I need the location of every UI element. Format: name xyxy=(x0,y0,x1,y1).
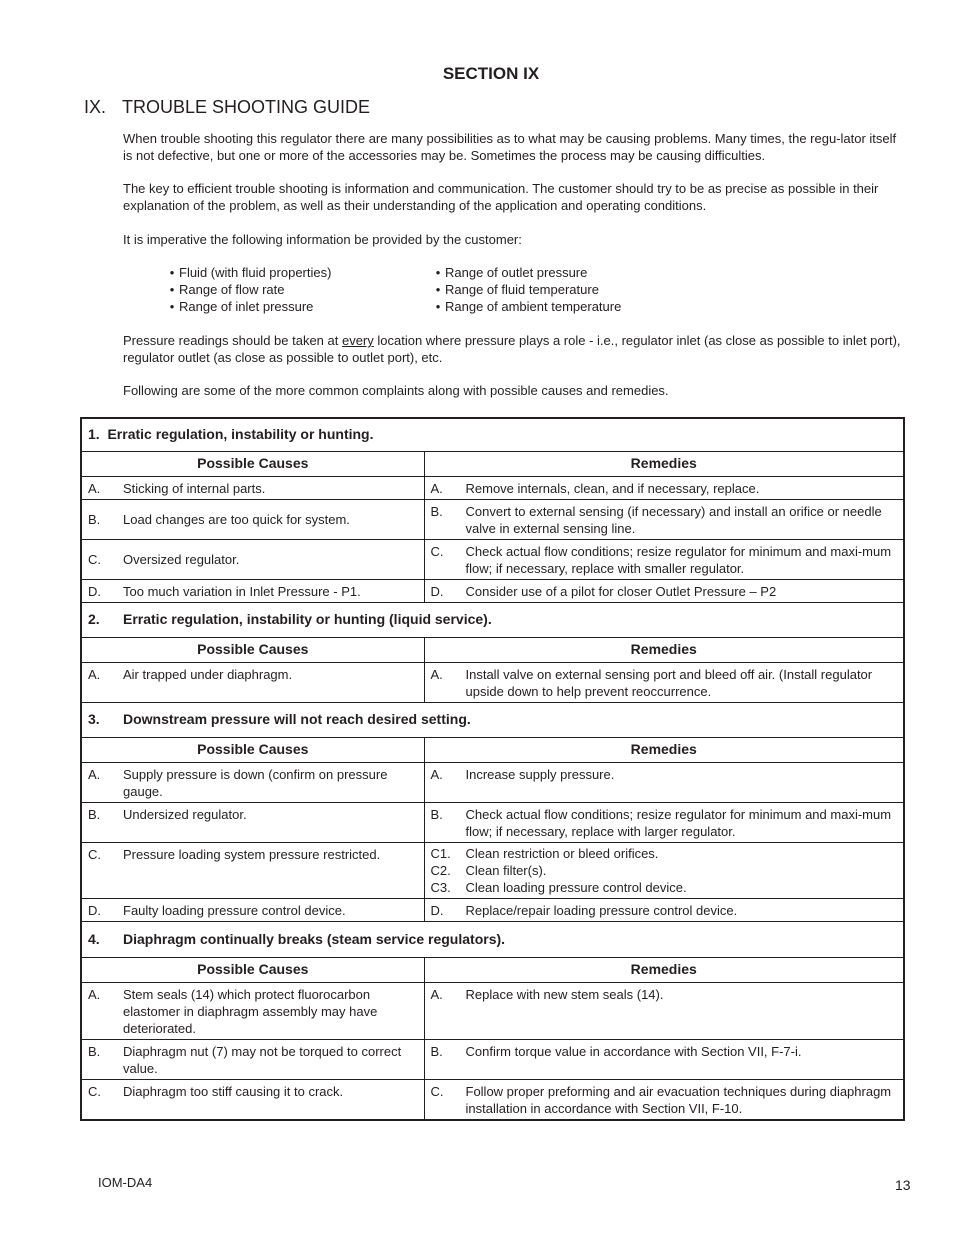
remedies-header: Remedies xyxy=(424,957,904,982)
following-paragraph: Following are some of the more common complaints along with possible causes and remedies. xyxy=(123,383,669,398)
list-item: • Range of inlet pressure xyxy=(165,298,331,315)
causes-header: Possible Causes xyxy=(81,637,424,662)
issue-heading: 4. Diaphragm continually breaks (steam service regulators). xyxy=(81,921,904,957)
issue-heading: 1. Erratic regulation, instability or hunting. xyxy=(81,418,904,451)
bullet-icon: • xyxy=(169,299,175,314)
table-row: D. Faulty loading pressure control device. D. Replace/repair loading pressure control device. xyxy=(81,898,904,921)
table-row: B. Undersized regulator. B. Check actual flow conditions; resize regulator for minimum and maxi-mum flow; if necessary, replace with larger regulator. xyxy=(81,802,904,842)
bullet-icon: • xyxy=(435,282,441,297)
list-item: • Range of flow rate xyxy=(165,281,331,298)
issue-heading: 3. Downstream pressure will not reach desired setting. xyxy=(81,702,904,737)
list-item: • Fluid (with fluid properties) xyxy=(165,264,331,281)
info-list-left xyxy=(165,264,331,315)
remedies-header: Remedies xyxy=(424,637,904,662)
table-row: B. Diaphragm nut (7) may not be torqued to correct value. B. Confirm torque value in accordance with Section VII, F-7-i. xyxy=(81,1039,904,1079)
list-item: • Range of outlet pressure xyxy=(431,264,621,281)
intro-paragraph-3: It is imperative the following information be provided by the customer: xyxy=(123,232,522,247)
page-number: 13 xyxy=(895,1177,911,1193)
list-item: • Range of fluid temperature xyxy=(431,281,621,298)
table-row: C. Diaphragm too stiff causing it to crack. C. Follow proper preforming and air evacuation techniques during diaphragm installation in accordance with Section VII, F-10. xyxy=(81,1079,904,1120)
bullet-icon: • xyxy=(435,265,441,280)
causes-header: Possible Causes xyxy=(81,451,424,476)
remedies-header: Remedies xyxy=(424,451,904,476)
issue-heading: 2. Erratic regulation, instability or hunting (liquid service). xyxy=(81,602,904,637)
remedies-header: Remedies xyxy=(424,737,904,762)
guide-title-text: TROUBLE SHOOTING GUIDE xyxy=(122,97,371,117)
pressure-paragraph: Pressure readings should be taken at every location where pressure plays a role - i.e., regulator inlet (as close as possible to inlet port), regulator outlet (as close as possible to outlet port), etc. xyxy=(123,333,901,365)
table-row: C. Oversized regulator. C. Check actual flow conditions; resize regulator for minimum and maxi-mum flow; if necessary, replace with smaller regulator. xyxy=(81,539,904,579)
intro-paragraph-1: When trouble shooting this regulator there are many possibilities as to what may be causing problems. Many times, the regu-lator itself is not defective, but one or more of the accessories may be. Sometimes the process may be causing difficulties. xyxy=(123,131,897,163)
list-item: • Range of ambient temperature xyxy=(431,298,621,315)
table-row: D. Too much variation in Inlet Pressure - P1. D. Consider use of a pilot for closer Outlet Pressure – P2 xyxy=(81,579,904,602)
info-list-right xyxy=(431,264,621,315)
intro-paragraph-2: The key to efficient trouble shooting is information and communication. The customer should try to be as precise as possible in their explanation of the problem, as well as their understanding of the application and operating conditions. xyxy=(123,181,879,213)
table-row: A. Stem seals (14) which protect fluorocarbon elastomer in diaphragm assembly may have deteriorated. A. Replace with new stem seals (14). xyxy=(81,982,904,1039)
guide-number: IX. xyxy=(84,97,107,117)
table-row: A. Air trapped under diaphragm. A. Install valve on external sensing port and bleed off air. (Install regulator upside down to help prevent reoccurrence. xyxy=(81,662,904,702)
bullet-icon: • xyxy=(169,265,175,280)
trouble-table xyxy=(80,417,905,1121)
table-row: A. Supply pressure is down (confirm on pressure gauge. A. Increase supply pressure. xyxy=(81,762,904,802)
bullet-icon: • xyxy=(435,299,441,314)
bullet-icon: • xyxy=(169,282,175,297)
emphasis-every: every xyxy=(341,333,374,348)
section-heading: SECTION IX xyxy=(442,64,540,83)
table-row: A. Sticking of internal parts. A. Remove internals, clean, and if necessary, replace. xyxy=(81,476,904,499)
table-row: B. Load changes are too quick for system. B. Convert to external sensing (if necessary) and install an orifice or needle valve in external sensing line. xyxy=(81,499,904,539)
guide-title xyxy=(84,97,370,118)
causes-header: Possible Causes xyxy=(81,957,424,982)
causes-header: Possible Causes xyxy=(81,737,424,762)
table-row: C. Pressure loading system pressure restricted. C1. Clean restriction or bleed orifices. C2. Clean filter(s). C3. Clean loading pressure control device. xyxy=(81,842,904,898)
document-id: IOM-DA4 xyxy=(98,1175,153,1190)
